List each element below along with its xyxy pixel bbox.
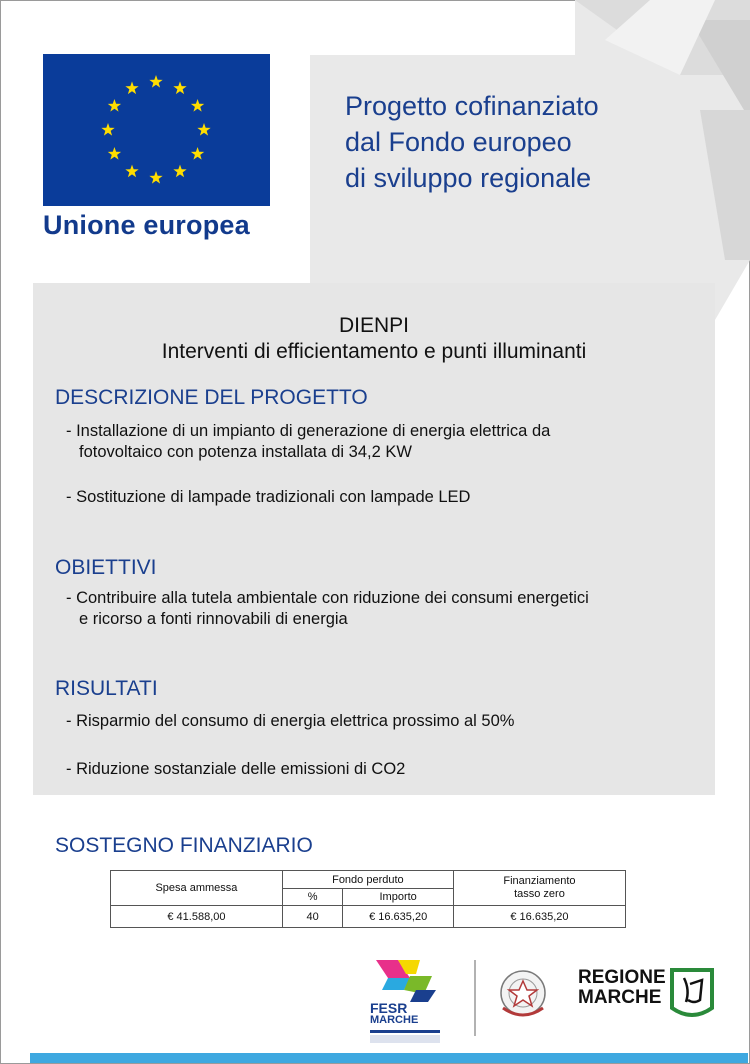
- headline-line: dal Fondo europeo: [345, 127, 572, 157]
- eu-star-icon: [108, 99, 121, 112]
- section-title-risultati: RISULTATI: [55, 677, 158, 700]
- section-title-descrizione: DESCRIZIONE DEL PROGETTO: [55, 386, 368, 409]
- table-row: [111, 906, 626, 928]
- header-percent: %: [282, 889, 343, 906]
- list-item: [66, 421, 550, 463]
- eu-star-icon: [197, 123, 210, 136]
- project-name: DIENPI: [338, 314, 409, 337]
- fesr-label-line: MARCHE: [370, 1014, 419, 1026]
- header-importo: Importo: [343, 889, 453, 906]
- list-item-line: - Contribuire alla tutela ambientale con riduzione dei consumi energetici: [66, 589, 589, 607]
- header-finanziamento: [453, 871, 625, 906]
- eu-star-icon: [149, 75, 162, 88]
- cell-percent: 40: [282, 906, 343, 928]
- project-title: [33, 313, 715, 365]
- eu-star-icon: [191, 147, 204, 160]
- cell-finanziamento: € 16.635,20: [453, 906, 625, 928]
- eu-star-icon: [149, 171, 162, 184]
- eu-star-icon: [173, 165, 186, 178]
- project-subtitle: Interventi di efficientamento e punti illuminanti: [161, 340, 587, 363]
- regione-marche-line: MARCHE: [578, 987, 662, 1008]
- bottom-bar: [30, 1053, 748, 1063]
- eu-stars-icon: [43, 54, 270, 206]
- headline-line: di sviluppo regionale: [345, 163, 592, 193]
- header-fondo: Fondo perduto: [282, 871, 453, 889]
- list-item-line: - Riduzione sostanziale delle emissioni di CO2: [66, 760, 406, 778]
- list-item: [66, 711, 514, 732]
- regione-marche-label: [578, 968, 666, 1008]
- list-item: [66, 588, 589, 630]
- fesr-label: [370, 1001, 418, 1026]
- list-item-line: - Risparmio del consumo di energia elettrica prossimo al 50%: [66, 712, 515, 730]
- headline-line: Progetto cofinanziato: [345, 91, 599, 121]
- list-item-line: - Installazione di un impianto di generazione di energia elettrica da: [66, 422, 551, 440]
- eu-star-icon: [125, 81, 138, 94]
- financing-table: [110, 870, 626, 928]
- table-row: [111, 871, 626, 889]
- section-title-obiettivi: OBIETTIVI: [55, 556, 157, 579]
- cell-spesa: € 41.588,00: [111, 906, 283, 928]
- fesr-label-line: FESR: [370, 1000, 408, 1016]
- cell-importo: € 16.635,20: [343, 906, 453, 928]
- header-spesa: Spesa ammessa: [111, 871, 283, 906]
- financing-title: SOSTEGNO FINANZIARIO: [55, 834, 313, 857]
- eu-star-icon: [125, 165, 138, 178]
- eu-star-icon: [173, 81, 186, 94]
- list-item: [66, 487, 470, 508]
- eu-star-icon: [108, 147, 121, 160]
- header-finanziamento-line: tasso zero: [514, 888, 565, 900]
- cofinanced-headline: [345, 88, 599, 196]
- eu-flag: [43, 54, 270, 206]
- list-item-line: e ricorso a fonti rinnovabili di energia: [79, 610, 348, 628]
- regione-marche-logo-icon: [672, 970, 712, 1015]
- header-finanziamento-line: Finanziamento: [503, 875, 576, 887]
- italy-emblem-icon: [501, 971, 545, 1015]
- list-item-line: fotovoltaico con potenza installata di 34,2 KW: [79, 443, 412, 461]
- list-item: [66, 759, 405, 780]
- regione-marche-line: REGIONE: [578, 967, 666, 988]
- eu-label: Unione europea: [43, 210, 250, 240]
- eu-star-icon: [191, 99, 204, 112]
- eu-star-icon: [101, 123, 114, 136]
- list-item-line: - Sostituzione di lampade tradizionali con lampade LED: [66, 488, 471, 506]
